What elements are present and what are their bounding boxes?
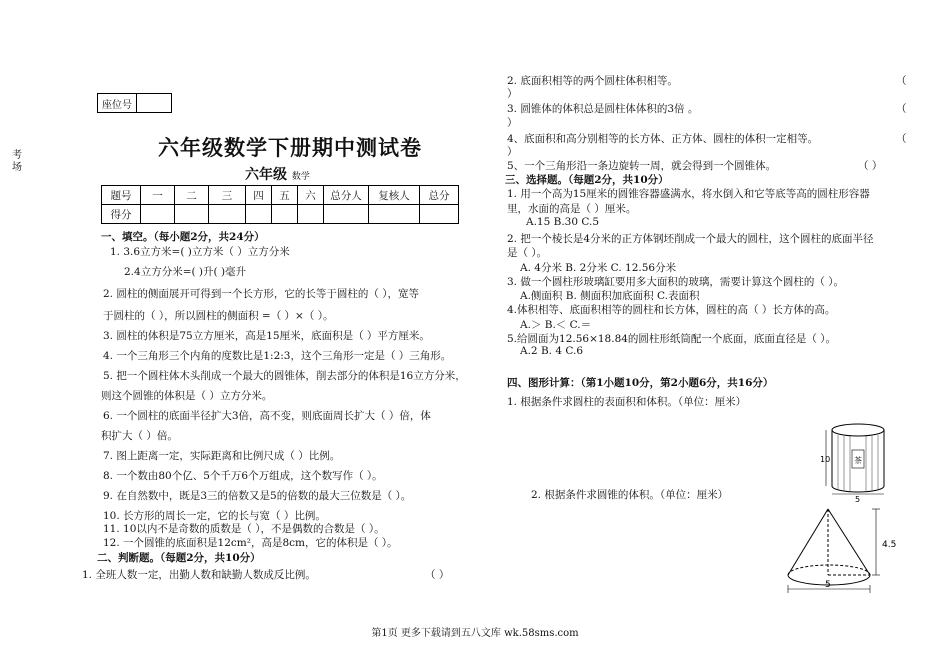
- section4-title: 四、图形计算：（第1小题10分，第2小题6分，共16分）: [507, 377, 774, 389]
- question-line: 1. 3.6立方米=( )立方米（ ）立方分米: [110, 246, 290, 258]
- figure-question-1: 1. 根据条件求圆柱的表面积和体积。（单位：厘米）: [507, 396, 747, 408]
- question-line: 12. 一个圆锥的底面积是12cm²，高是8cm，它的体积是（ ）。: [103, 537, 398, 549]
- answer-paren-open[interactable]: （: [896, 75, 907, 87]
- cone-width-label: 5: [825, 580, 831, 590]
- score-cell[interactable]: [272, 205, 298, 224]
- score-header: 总分人: [324, 186, 369, 205]
- answer-paren-open[interactable]: （: [896, 133, 907, 145]
- page-title: 六年级数学下册期中测试卷: [158, 135, 422, 160]
- seat-value[interactable]: [137, 94, 172, 113]
- seat-label: 座位号: [98, 94, 137, 113]
- score-header: 复核人: [369, 186, 420, 205]
- grade-label: 六年级: [245, 167, 287, 183]
- section2-title: 二、判断题。（每题2分，共10分）: [97, 552, 261, 564]
- choice-question-2: 2. 把一个棱长是4分米的正方体钢坯削成一个最大的圆柱，这个圆柱的底面半径: [507, 233, 874, 245]
- choice-question-4: 4.体积相等、底面积相等的圆柱和长方体，圆柱的高（ ）长方体的高。: [507, 304, 836, 316]
- choice-question-5: 5.给圆面为12.56×18.84的圆柱形纸筒配一个底面，底面直径是（ ）。: [507, 333, 837, 345]
- score-cell[interactable]: [369, 205, 420, 224]
- judge-question-5: 5、一个三角形沿一条边旋转一周，就会得到一个圆锥体。: [507, 160, 777, 172]
- score-header: 二: [175, 186, 209, 205]
- question-line: 于圆柱的（ ），所以圆柱的侧面积 =（ ）×（ ）。: [103, 310, 334, 322]
- grade-line: [245, 164, 310, 184]
- score-value-row: [102, 205, 459, 224]
- score-cell[interactable]: [141, 205, 175, 224]
- answer-paren[interactable]: （ ）: [858, 160, 883, 172]
- score-header: 五: [272, 186, 298, 205]
- answer-paren-close: ）: [507, 88, 518, 100]
- cylinder-width-label: 5: [855, 495, 861, 502]
- question-line: 则这个圆锥的体积是（ ）立方分米。: [101, 390, 273, 402]
- question-line: 10. 长方形的周长一定，它的长与宽（ ）比例。: [103, 510, 326, 522]
- score-cell[interactable]: [246, 205, 272, 224]
- page-footer: 第1页 更多下载请到五八文库 wk.58sms.com: [371, 628, 579, 639]
- question-line: 5. 把一个圆柱体木头削成一个最大的圆锥体，削去部分的体积是16立方分米，: [103, 370, 466, 382]
- score-cell[interactable]: [209, 205, 246, 224]
- answer-paren-close: ）: [507, 117, 518, 129]
- judge-question-1: 1. 全班人数一定，出勤人数和缺勤人数成反比例。: [82, 569, 316, 581]
- cylinder-label: 茶: [854, 456, 862, 465]
- score-cell[interactable]: [298, 205, 324, 224]
- answer-paren-close: ）: [507, 146, 518, 158]
- seat-number-box: [97, 93, 172, 113]
- score-table: [101, 185, 459, 224]
- choice-question-1: 1. 用一个高为15厘米的圆锥容器盛满水，将水倒入和它等底等高的圆柱形容器: [507, 188, 870, 200]
- score-header-row: [102, 186, 459, 205]
- score-cell[interactable]: [420, 205, 459, 224]
- score-header: 四: [246, 186, 272, 205]
- choice-options-5: A.2 B. 4 C.6: [520, 345, 584, 357]
- question-line: 6. 一个圆柱的底面半径扩大3倍，高不变，则底面周长扩大（ ）倍，体: [103, 410, 431, 422]
- cone-figure: [780, 505, 900, 605]
- choice-options-1: A.15 B.30 C.5: [526, 216, 600, 228]
- score-header: 一: [141, 186, 175, 205]
- question-line: 2.4立方分米=( )升( )毫升: [124, 266, 247, 278]
- question-line: 4. 一个三角形三个内角的度数比是1:2:3，这个三角形一定是（ ）三角形。: [103, 350, 452, 362]
- question-line: 3. 圆柱的体积是75立方厘米，高是15厘米，底面积是（ ）平方厘米。: [103, 330, 430, 342]
- question-line: 积扩大（ ）倍。: [101, 430, 178, 442]
- score-header: 三: [209, 186, 246, 205]
- question-line: 7. 图上距离一定，实际距离和比例尺成（ ）比例。: [103, 450, 341, 462]
- answer-paren[interactable]: （ ）: [425, 569, 450, 581]
- choice-question-2-cont: 是（ ）。: [507, 247, 548, 259]
- section3-title: 三、选择题。（每题2分，共10分）: [505, 174, 669, 186]
- question-line: 11. 10以内不是奇数的质数是（ ），不是偶数的合数是（ ）。: [103, 523, 385, 535]
- question-line: 9. 在自然数中，既是3三的倍数又是5的倍数的最大三位数是（ ）。: [103, 490, 412, 502]
- score-row-label: 得分: [102, 205, 141, 224]
- answer-paren-open[interactable]: （: [896, 103, 907, 115]
- judge-question-3: 3. 圆锥体的体积总是圆柱体体积的3倍 。: [507, 103, 699, 115]
- choice-question-1-cont: 里，水面的高是（ ）厘米。: [507, 203, 637, 215]
- subject-label: 数学: [291, 172, 310, 182]
- question-line: 2. 圆柱的侧面展开可得到一个长方形，它的长等于圆柱的（ ），宽等: [103, 288, 419, 300]
- cylinder-figure: [820, 420, 890, 502]
- choice-options-3: A.侧面积 B. 侧面积加底面积 C.表面积: [520, 290, 700, 302]
- judge-question-4: 4、底面积和高分别相等的长方体、正方体、圆柱的体积一定相等。: [507, 133, 819, 145]
- exam-room-label: 考场: [12, 150, 22, 173]
- cone-height-label: 4.5: [882, 540, 897, 550]
- score-cell[interactable]: [175, 205, 209, 224]
- figure-question-2: 2. 根据条件求圆锥的体积。（单位：厘米）: [531, 489, 729, 501]
- judge-question-2: 2. 底面积相等的两个圆柱体积相等。: [507, 75, 678, 87]
- choice-question-3: 3. 做一个圆柱形玻璃缸要用多大面积的玻璃，需要计算这个圆柱的（ ）。: [507, 276, 844, 288]
- choice-options-4: A.＞ B.＜ C.＝: [520, 319, 592, 331]
- score-header: 六: [298, 186, 324, 205]
- score-header: 题号: [102, 186, 141, 205]
- choice-options-2: A. 4分米 B. 2分米 C. 12.56分米: [520, 262, 677, 274]
- question-line: 8. 一个数由80个亿、5个千万6个万组成，这个数写作（ ）。: [103, 470, 383, 482]
- cylinder-height-label: 10: [820, 455, 831, 464]
- score-cell[interactable]: [324, 205, 369, 224]
- score-header: 总分: [420, 186, 459, 205]
- section1-title: 一、填空。（每小题2分，共24分）: [101, 231, 265, 243]
